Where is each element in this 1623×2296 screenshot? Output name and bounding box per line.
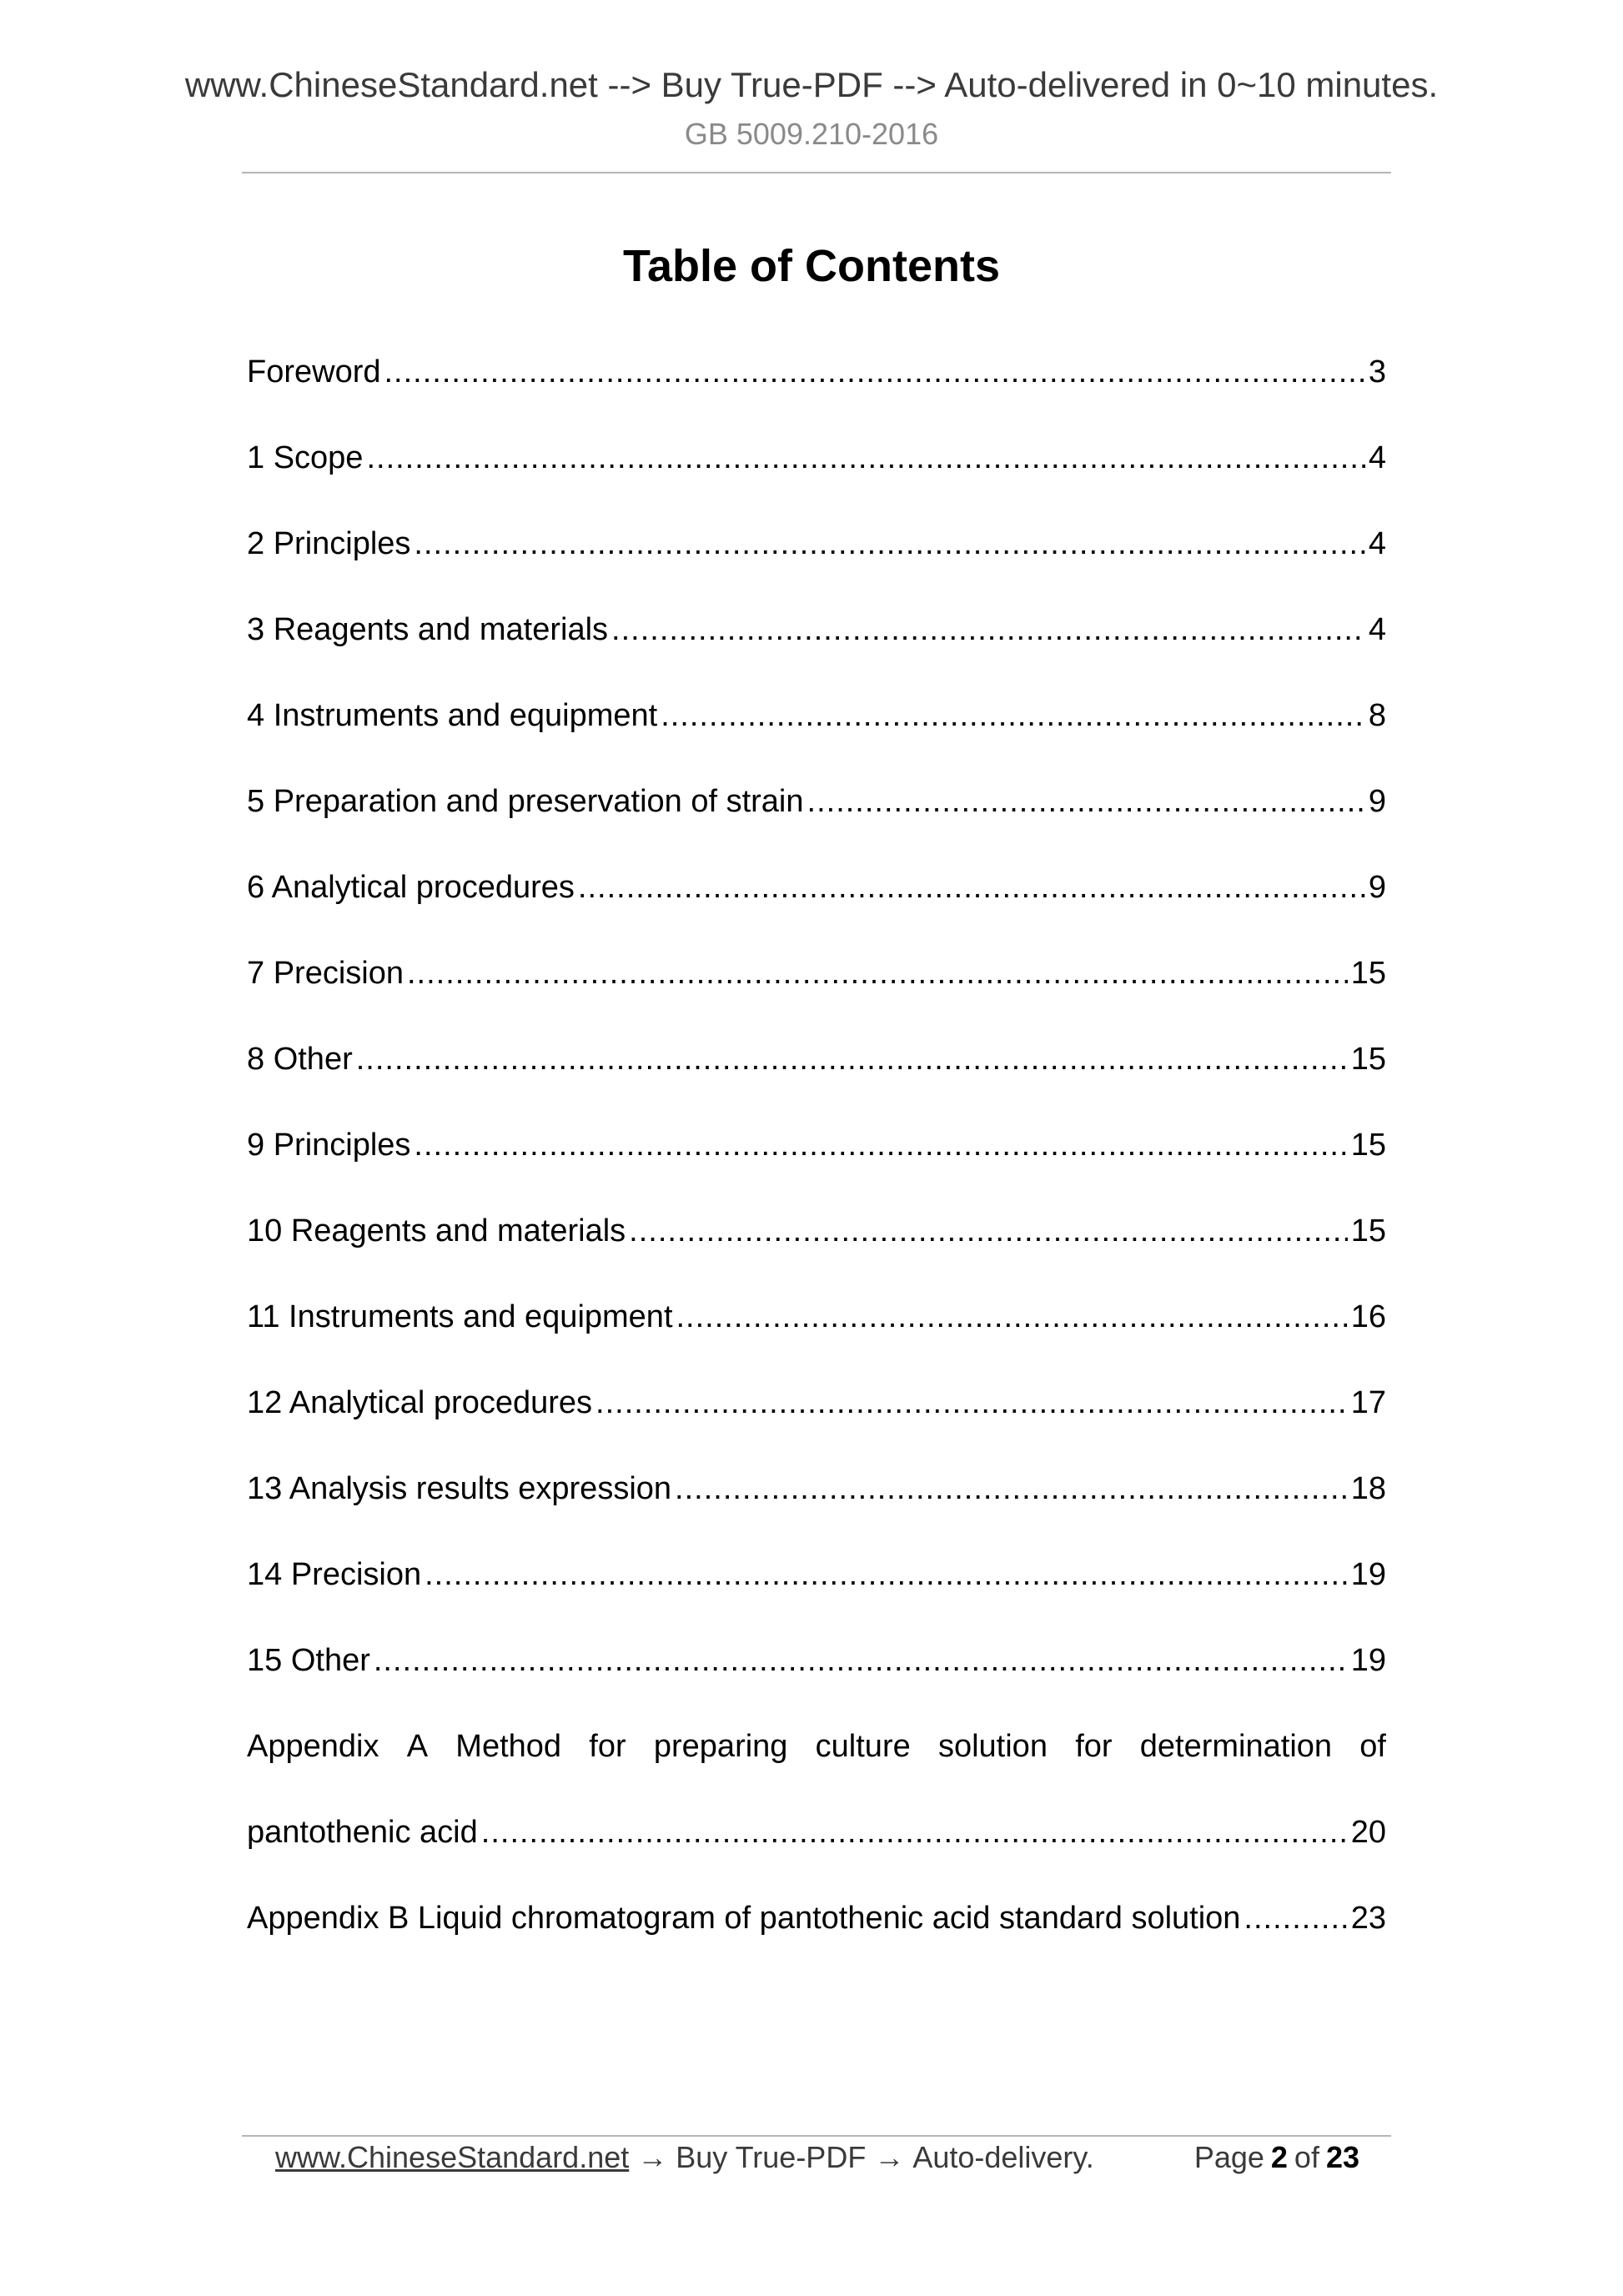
toc-entry-procedures[interactable]	[247, 867, 1386, 953]
toc-entry-page: 8	[1368, 698, 1386, 733]
toc-leader-dots	[675, 1469, 1348, 1509]
toc-entry-procedures-12[interactable]	[247, 1383, 1386, 1469]
toc-entry-label: pantothenic acid	[247, 1815, 478, 1850]
toc-entry-scope[interactable]	[247, 438, 1386, 524]
toc-entry-label: 7 Precision	[247, 956, 404, 991]
current-page-number: 2	[1270, 2140, 1288, 2174]
toc-entry-page: 23	[1350, 1901, 1386, 1936]
toc-entry-label: Foreword	[247, 354, 381, 389]
header-divider	[242, 172, 1391, 173]
toc-entry-label: 13 Analysis results expression	[247, 1471, 672, 1506]
toc-entry-page: 9	[1368, 870, 1386, 905]
arrow-right-icon: →	[874, 2140, 905, 2174]
toc-entry-label: 12 Analytical procedures	[247, 1385, 593, 1420]
toc-entry-label: 10 Reagents and materials	[247, 1213, 626, 1248]
toc-entry-label: 14 Precision	[247, 1557, 422, 1592]
appendix-a-word: Appendix	[247, 1729, 379, 1764]
page-indicator	[1188, 2140, 1359, 2175]
toc-entry-page: 4	[1368, 440, 1386, 475]
footer-delivery-text: Auto-delivery.	[912, 2140, 1094, 2174]
of-word: of	[1294, 2140, 1319, 2174]
toc-entry-principles-9[interactable]	[247, 1125, 1386, 1211]
toc-leader-dots	[481, 1812, 1348, 1852]
toc-entry-label: 5 Preparation and preservation of strain	[247, 784, 804, 819]
toc-leader-dots	[595, 1383, 1348, 1423]
toc-entry-label: 4 Instruments and equipment	[247, 698, 658, 733]
toc-entry-results-13[interactable]	[247, 1469, 1386, 1555]
toc-leader-dots	[374, 1640, 1348, 1681]
toc-entry-label: 8 Other	[247, 1042, 353, 1077]
footer-divider	[242, 2135, 1391, 2137]
toc-entry-reagents-10[interactable]	[247, 1211, 1386, 1297]
appendix-a-word: A	[406, 1729, 429, 1764]
toc-entry-page: 4	[1368, 612, 1386, 647]
toc-leader-dots	[1244, 1898, 1347, 1938]
page-footer	[275, 2140, 1359, 2175]
toc-entry-page: 15	[1350, 1128, 1386, 1163]
toc-entry-appendix-b[interactable]	[247, 1898, 1386, 1984]
toc-entry-label: Appendix B Liquid chromatogram of pantothenic acid standard solution	[247, 1901, 1241, 1936]
toc-entry-page: 15	[1350, 956, 1386, 991]
toc-entry-strain[interactable]	[247, 781, 1386, 867]
toc-entry-page: 19	[1350, 1643, 1386, 1678]
toc-entry-page: 15	[1350, 1042, 1386, 1077]
toc-title: Table of Contents	[623, 241, 1000, 291]
toc-leader-dots	[425, 1555, 1348, 1595]
appendix-a-word: solution	[937, 1729, 1048, 1764]
toc-leader-dots	[414, 1125, 1347, 1165]
toc-leader-dots	[578, 867, 1365, 907]
footer-site-link[interactable]: www.ChineseStandard.net	[275, 2140, 630, 2174]
toc-entry-foreword[interactable]	[247, 352, 1386, 438]
toc-leader-dots	[366, 438, 1364, 478]
toc-entry-label: 15 Other	[247, 1643, 370, 1678]
toc-entry-page: 4	[1368, 526, 1386, 561]
toc-leader-dots	[414, 524, 1364, 564]
toc-entry-label: 3 Reagents and materials	[247, 612, 609, 647]
appendix-a-word: Method	[455, 1729, 562, 1764]
toc-entry-page: 17	[1350, 1385, 1386, 1420]
toc-leader-dots	[629, 1211, 1348, 1251]
toc-entry-appendix-a-line2[interactable]	[247, 1812, 1386, 1898]
toc-entry-label: 1 Scope	[247, 440, 364, 475]
toc-entry-precision[interactable]	[247, 953, 1386, 1039]
standard-id: GB 5009.210-2016	[684, 117, 939, 151]
page-word: Page	[1193, 2140, 1264, 2174]
toc-leader-dots	[807, 781, 1365, 821]
toc-leader-dots	[661, 696, 1365, 736]
toc-entry-reagents[interactable]	[247, 610, 1386, 696]
toc-entry-page: 9	[1368, 784, 1386, 819]
footer-buy-text: Buy True-PDF	[676, 2140, 867, 2174]
appendix-a-word: preparing	[653, 1729, 788, 1764]
header-top-line: www.ChineseStandard.net --> Buy True-PDF --> Auto-delivered in 0~10 minutes.	[184, 65, 1439, 104]
toc-entry-instruments[interactable]	[247, 696, 1386, 781]
appendix-a-word: for	[1075, 1729, 1113, 1764]
toc-entry-label: 2 Principles	[247, 526, 411, 561]
toc-leader-dots	[611, 610, 1365, 650]
toc-entry-instruments-11[interactable]	[247, 1297, 1386, 1383]
toc-leader-dots	[384, 352, 1365, 392]
total-pages-number: 23	[1325, 2140, 1359, 2174]
toc-entry-page: 19	[1350, 1557, 1386, 1592]
toc-entry-label: 6 Analytical procedures	[247, 870, 575, 905]
toc-leader-dots	[407, 953, 1348, 993]
arrow-right-icon: →	[637, 2140, 668, 2174]
toc-entry-page: 18	[1350, 1471, 1386, 1506]
toc-leader-dots	[356, 1039, 1348, 1079]
appendix-a-word: of	[1359, 1729, 1386, 1764]
toc-entry-precision-14[interactable]	[247, 1555, 1386, 1640]
toc-entry-label: 11 Instruments and equipment	[247, 1299, 673, 1334]
appendix-a-word: culture	[815, 1729, 911, 1764]
toc-list	[247, 352, 1386, 1984]
appendix-a-word: for	[589, 1729, 626, 1764]
toc-entry-page: 3	[1368, 354, 1386, 389]
toc-entry-page: 15	[1350, 1213, 1386, 1248]
toc-entry-label: 9 Principles	[247, 1128, 411, 1163]
toc-entry-page: 16	[1350, 1299, 1386, 1334]
toc-entry-other-15[interactable]	[247, 1640, 1386, 1726]
toc-entry-page: 20	[1350, 1815, 1386, 1850]
toc-entry-other[interactable]	[247, 1039, 1386, 1125]
toc-entry-principles[interactable]	[247, 524, 1386, 610]
toc-leader-dots	[676, 1297, 1348, 1337]
appendix-a-word: determination	[1139, 1729, 1333, 1764]
toc-entry-appendix-a-line1[interactable]	[247, 1726, 1386, 1812]
